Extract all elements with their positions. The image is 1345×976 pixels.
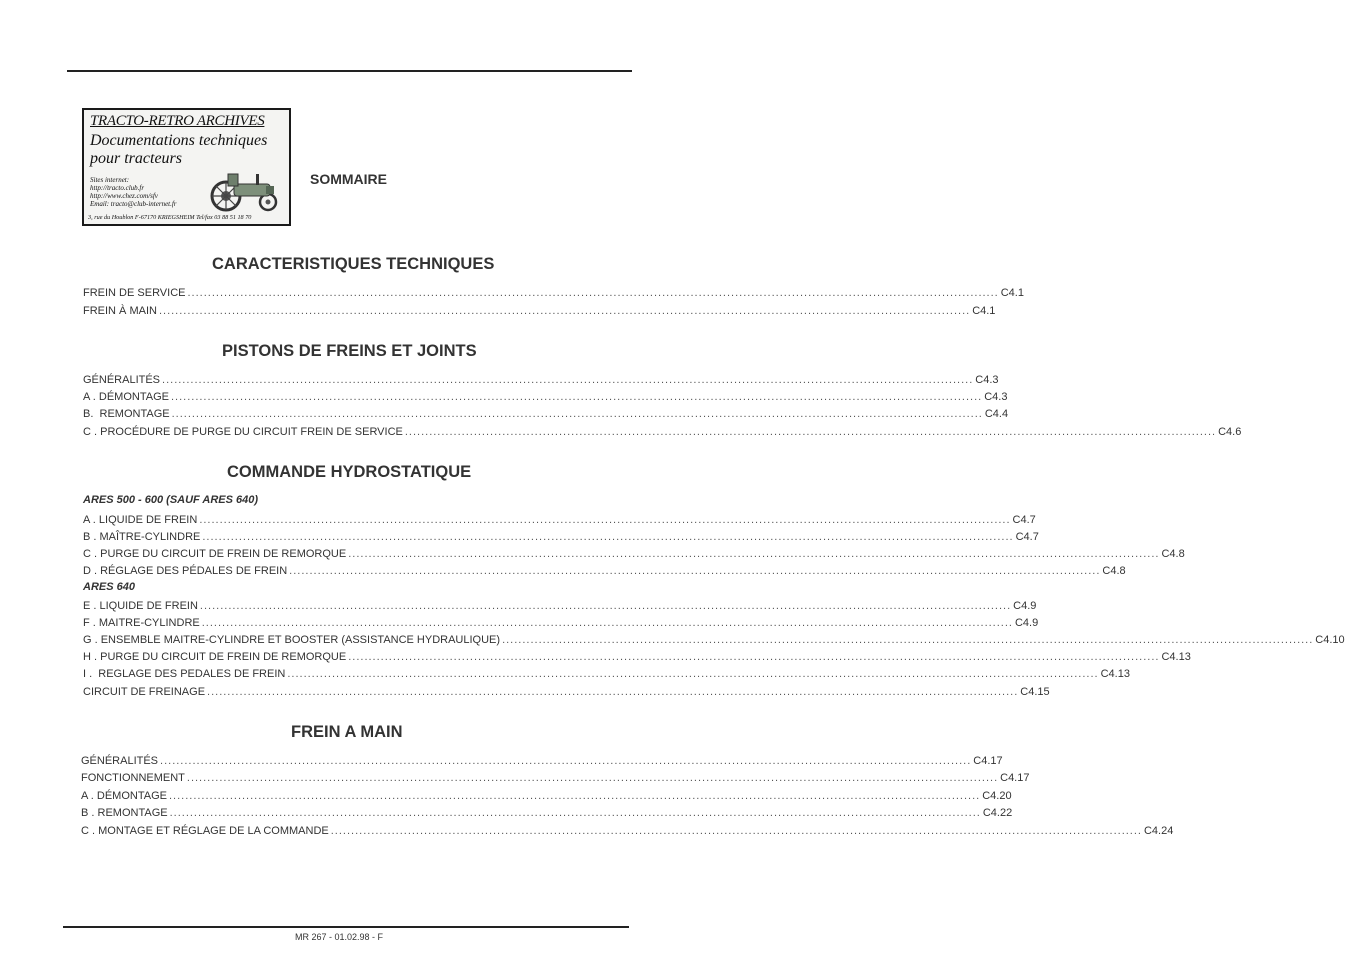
footer-reference: MR 267 - 01.02.98 - F xyxy=(295,932,384,942)
toc-entry-page: C4.4 xyxy=(984,408,1009,420)
toc-entry-label: CIRCUIT DE FREINAGE xyxy=(83,686,206,698)
toc-leader-dots: ........................................................................................................................................................................................................ xyxy=(186,772,999,784)
logo-tagline-1: Documentations techniques xyxy=(90,132,268,149)
toc-entry-label: B . REMONTAGE xyxy=(81,807,168,819)
logo-brand: TRACTO-RETRO ARCHIVES xyxy=(90,113,265,129)
toc-entry[interactable] xyxy=(81,755,1003,769)
bottom-rule xyxy=(63,926,629,928)
toc-leader-dots: ........................................................................................................................................................................................................ xyxy=(207,686,1019,698)
toc-entry[interactable] xyxy=(83,305,996,319)
toc-entry-page: C4.13 xyxy=(1161,651,1191,663)
toc-entry-label: F . MAITRE-CYLINDRE xyxy=(83,617,200,629)
toc-entry-label: C . PURGE DU CIRCUIT DE FREIN DE REMORQUE xyxy=(83,548,347,560)
toc-entry-page: C4.17 xyxy=(973,755,1003,767)
toc-leader-dots: ........................................................................................................................................................................................................ xyxy=(199,600,1012,612)
toc-leader-dots: ........................................................................................................................................................................................................ xyxy=(162,374,974,386)
toc-leader-dots: ........................................................................................................................................................................................................ xyxy=(169,807,981,819)
subsection-title: ARES 500 - 600 (SAUF ARES 640) xyxy=(83,494,259,506)
logo-email: Email: tracto@club-internet.fr xyxy=(90,200,177,208)
toc-entry-label: FREIN À MAIN xyxy=(83,305,157,317)
toc-entry-label: A . LIQUIDE DE FREIN xyxy=(83,514,198,526)
toc-leader-dots: ........................................................................................................................................................................................................ xyxy=(187,287,999,299)
toc-entry-page: C4.6 xyxy=(1218,426,1242,438)
toc-entry[interactable] xyxy=(83,686,1050,700)
toc-entry-page: C4.8 xyxy=(1161,548,1185,560)
toc-entry-label: E . LIQUIDE DE FREIN xyxy=(83,600,198,612)
logo-sites-label: Sites internet: xyxy=(90,176,130,184)
toc-leader-dots: ........................................................................................................................................................................................................ xyxy=(202,531,1014,543)
toc-entry-page: C4.24 xyxy=(1143,825,1174,837)
toc-entry-label: B. REMONTAGE xyxy=(83,408,170,420)
toc-entry-page: C4.17 xyxy=(1000,772,1030,784)
toc-entry-label: B . MAÎTRE-CYLINDRE xyxy=(83,531,201,543)
toc-entry-page: C4.20 xyxy=(982,790,1012,802)
toc-leader-dots: ........................................................................................................................................................................................................ xyxy=(348,651,1160,663)
toc-leader-dots: ........................................................................................................................................................................................................ xyxy=(404,426,1217,438)
toc-entry-label: D . RÉGLAGE DES PÉDALES DE FREIN xyxy=(83,565,288,577)
toc-leader-dots: ........................................................................................................................................................................................................ xyxy=(199,514,1011,526)
toc-entry-label: H . PURGE DU CIRCUIT DE FREIN DE REMORQUE xyxy=(83,651,347,663)
toc-leader-dots: ........................................................................................................................................................................................................ xyxy=(160,755,972,767)
toc-entry[interactable] xyxy=(81,825,1174,839)
logo-site-1: http://tracto.club.fr xyxy=(90,184,145,192)
toc-entry-label: C . PROCÉDURE DE PURGE DU CIRCUIT FREIN DE SERVICE xyxy=(83,426,403,438)
toc-leader-dots: ........................................................................................................................................................................................................ xyxy=(170,391,983,403)
toc-entry-page: C4.22 xyxy=(982,807,1013,819)
section-title-pistons: PISTONS DE FREINS ET JOINTS xyxy=(222,342,477,360)
toc-entry-page: C4.7 xyxy=(1015,531,1039,543)
toc-entry[interactable] xyxy=(83,287,1024,301)
toc-leader-dots: ........................................................................................................................................................................................................ xyxy=(287,668,1099,680)
toc-entry[interactable] xyxy=(81,790,1012,804)
toc-entry-page: C4.15 xyxy=(1020,686,1050,698)
toc-leader-dots: ........................................................................................................................................................................................................ xyxy=(289,565,1101,577)
toc-leader-dots: ........................................................................................................................................................................................................ xyxy=(201,617,1013,629)
toc-entry-label: C . MONTAGE ET RÉGLAGE DE LA COMMANDE xyxy=(81,825,329,837)
toc-entry[interactable] xyxy=(83,374,999,388)
toc-leader-dots: ........................................................................................................................................................................................................ xyxy=(171,408,983,420)
toc-entry[interactable] xyxy=(83,651,1191,665)
toc-entry[interactable] xyxy=(83,617,1039,631)
toc-entry[interactable] xyxy=(81,772,1030,786)
toc-entry[interactable] xyxy=(81,807,1013,821)
tracto-retro-logo xyxy=(82,108,291,226)
toc-entry-page: C4.1 xyxy=(1000,287,1024,299)
toc-leader-dots: ........................................................................................................................................................................................................ xyxy=(502,634,1314,646)
toc-entry-page: C4.9 xyxy=(1014,617,1039,629)
toc-entry[interactable] xyxy=(83,548,1185,562)
toc-entry-page: C4.7 xyxy=(1012,514,1036,526)
toc-entry-label: GÉNÉRALITÉS xyxy=(81,755,159,767)
toc-entry[interactable] xyxy=(83,391,1008,405)
toc-entry-page: C4.3 xyxy=(984,391,1008,403)
toc-entry-label: FREIN DE SERVICE xyxy=(83,287,186,299)
toc-entry[interactable] xyxy=(83,426,1242,440)
top-rule xyxy=(67,70,632,72)
toc-entry-label: GÉNÉRALITÉS xyxy=(83,374,161,386)
toc-entry[interactable] xyxy=(83,600,1037,614)
toc-entry[interactable] xyxy=(83,634,1345,648)
logo-address: 3, rue du Houblon F-67170 KRIEGSHEIM Tel/fax 03 88 51 18 70 xyxy=(88,214,252,221)
toc-entry-page: C4.9 xyxy=(1013,600,1037,612)
tractor-icon xyxy=(206,168,284,212)
toc-entry-label: G . ENSEMBLE MAITRE-CYLINDRE ET BOOSTER (ASSISTANCE HYDRAULIQUE) xyxy=(83,634,501,646)
toc-leader-dots: ........................................................................................................................................................................................................ xyxy=(168,790,981,802)
toc-entry-page: C4.13 xyxy=(1100,668,1130,680)
toc-entry-page: C4.10 xyxy=(1315,634,1345,646)
logo-sites xyxy=(90,176,177,208)
logo-site-2: http://www.chez.com/sfv xyxy=(90,192,158,200)
toc-entry-label: A . DÉMONTAGE xyxy=(81,790,167,802)
toc-entry-page: C4.8 xyxy=(1102,565,1126,577)
toc-entry-label: I . REGLAGE DES PEDALES DE FREIN xyxy=(83,668,286,680)
toc-entry[interactable] xyxy=(83,531,1039,545)
page-heading: SOMMAIRE xyxy=(310,171,387,187)
toc-entry[interactable] xyxy=(83,408,1009,422)
toc-entry[interactable] xyxy=(83,668,1130,682)
section-title-commande-hydrostatique: COMMANDE HYDROSTATIQUE xyxy=(227,463,472,481)
toc-entry[interactable] xyxy=(83,514,1036,528)
toc-leader-dots: ........................................................................................................................................................................................................ xyxy=(158,305,971,317)
toc-entry[interactable] xyxy=(83,565,1126,579)
toc-entry-page: C4.1 xyxy=(972,305,996,317)
toc-leader-dots: ........................................................................................................................................................................................................ xyxy=(330,825,1142,837)
toc-entry-label: A . DÉMONTAGE xyxy=(83,391,169,403)
toc-entry-label: FONCTIONNEMENT xyxy=(81,772,185,784)
logo-tagline-2: pour tracteurs xyxy=(90,150,182,167)
section-title-caracteristiques: CARACTERISTIQUES TECHNIQUES xyxy=(212,255,495,273)
section-title-frein-a-main: FREIN A MAIN xyxy=(291,723,403,741)
toc-leader-dots: ........................................................................................................................................................................................................ xyxy=(348,548,1160,560)
toc-entry-page: C4.3 xyxy=(975,374,999,386)
subsection-title: ARES 640 xyxy=(83,581,135,593)
